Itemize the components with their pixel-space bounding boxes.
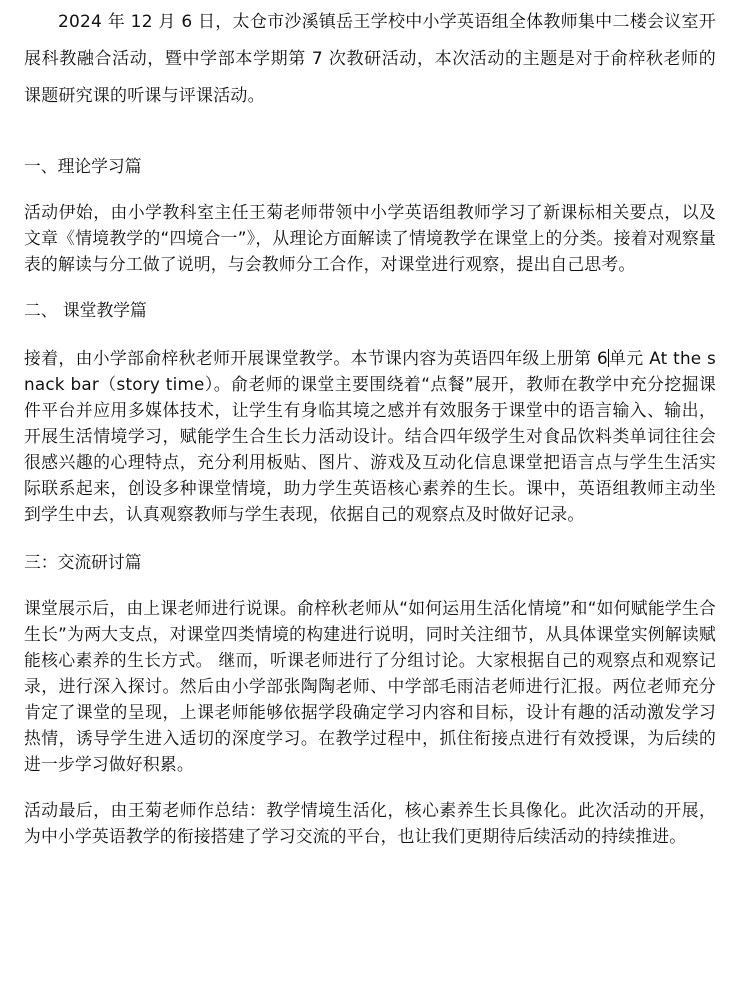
intro-paragraph: 2024 年 12 月 6 日，太仓市沙溪镇岳王学校中小学英语组全体教师集中二楼会议室开展科教融合活动，暨中学部本学期第 7 次教研活动，本次活动的主题是对于俞梓秋老师的课题研究课的听课与评课活动。 — [24, 12, 716, 106]
section-heading-theory: 一、理论学习篇 — [24, 156, 142, 176]
section-heading-classroom: 二、 课堂教学篇 — [24, 300, 147, 320]
document-body — [24, 4, 716, 849]
section-body-theory: 活动伊始，由小学教科室主任王菊老师带领中小学英语组教师学习了新课标相关要点，以及文章《情境教学的“四境合一”》，从理论方面解读了情境教学在课堂上的分类。接着对观察量表的解读与分工做了说明，与会教师分工合作，对课堂进行观察，提出自己思考。 — [24, 202, 716, 274]
classroom-text-before-cursor: 接着，由小学部俞梓秋老师开展课堂教学。本节课内容为英语四年级上册第 6 — [24, 348, 608, 368]
section-body-discussion: 课堂展示后，由上课老师进行说课。俞梓秋老师从“如何运用生活化情境”和“如何赋能学生合生长”为两大支点，对课堂四类情境的构建进行说明，同时关注细节，从具体课堂实例解读赋能核心素养的生长方式。 继而，听课老师进行了分组讨论。大家根据自己的观察点和观察记录，进行深入探讨。然后由小学部张陶陶老师、中学部毛雨洁老师进行汇报。两位老师充分肯定了课堂的呈现，上课老师能够依据学段确定学习内容和目标，设计有趣的活动激发学习热情，诱导学生进入适切的深度学习。在教学过程中，抓住衔接点进行有效授课，为后续的进一步学习做好积累。 — [24, 598, 716, 774]
classroom-text-after-cursor: 单元 At the snack bar（story time）。俞老师的课堂主要围绕着“点餐”展开，教师在教学中充分挖掘课件平台并应用多媒体技术，让学生有身临其境之感并有效服务于课堂中的语言输入、输出，开展生活情境学习，赋能学生合生长力活动设计。结合四年级学生对食品饮料类单词往往会很感兴趣的心理特点，充分利用板贴、图片、游戏及互动化信息课堂把语言点与学生生活实际联系起来，创设多种课堂情境，助力学生英语核心素养的生长。课中，英语组教师主动坐到学生中去，认真观察教师与学生表现，依据自己的观察点及时做好记录。 — [24, 348, 716, 524]
closing-paragraph: 活动最后，由王菊老师作总结：教学情境生活化，核心素养生长具像化。此次活动的开展，为中小学英语教学的衔接搭建了学习交流的平台，也让我们更期待后续活动的持续推进。 — [24, 800, 716, 846]
section-heading-discussion: 三：交流研讨篇 — [24, 552, 142, 572]
section-body-classroom — [24, 345, 716, 527]
